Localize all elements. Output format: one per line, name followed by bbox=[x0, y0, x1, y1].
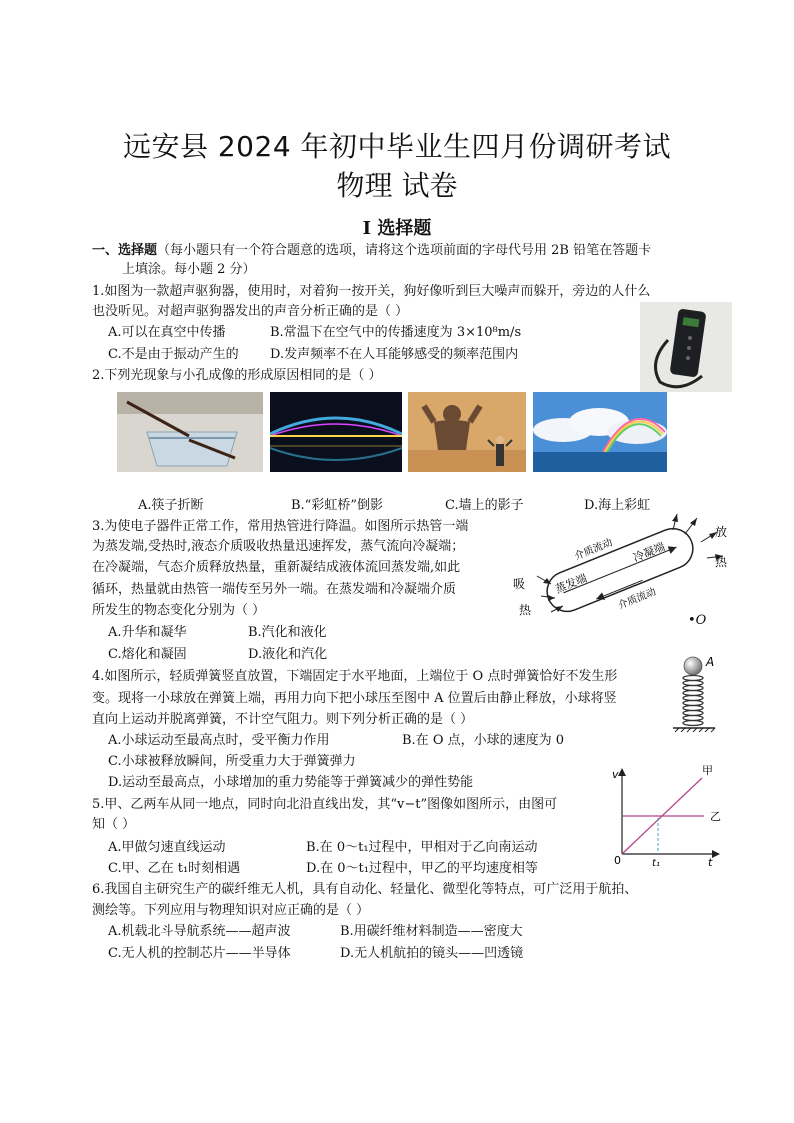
q5-option-d: D.在 0～t₁过程中，甲乙的平均速度相等 bbox=[306, 861, 538, 876]
t1-label: t₁ bbox=[652, 858, 660, 868]
q1-option-c: C.不是由于振动产生的 bbox=[108, 347, 239, 362]
q6-line2: 测绘等。下列应用与物理知识对应正确的是（ ） bbox=[92, 903, 370, 918]
q3-option-b: B.汽化和液化 bbox=[248, 625, 327, 640]
q4-line1: 4.如图所示，轻质弹簧竖直放置，下端固定于水平地面，上端位于 O 点时弹簧恰好不发生形 bbox=[92, 669, 618, 684]
q6-option-d: D.无人机航拍的镜头——凹透镜 bbox=[340, 946, 524, 961]
q2-stem: 2.下列光现象与小孔成像的形成原因相同的是（ ） bbox=[92, 368, 382, 383]
flow-top-label: 介质流动 bbox=[572, 537, 615, 563]
section-intro bbox=[92, 241, 651, 261]
q6-option-c: C.无人机的控制芯片——半导体 bbox=[108, 946, 291, 961]
part-heading: I 选择题 bbox=[362, 218, 432, 239]
q3-line2: 为蒸发端,受热时,液态介质吸收热量迅速挥发，蒸气流向冷凝端； bbox=[92, 539, 465, 554]
wall-shadow-photo bbox=[408, 392, 526, 472]
yi-label: 乙 bbox=[710, 810, 721, 823]
section-label: 一、选择题 bbox=[92, 243, 158, 258]
q3-option-d: D.液化和汽化 bbox=[248, 647, 328, 662]
section-note-2: 上填涂。每小题 2 分） bbox=[122, 262, 256, 277]
q1-option-d: D.发声频率不在人耳能够感受的频率范围内 bbox=[270, 347, 519, 362]
q2-option-d: D.海上彩虹 bbox=[584, 498, 651, 513]
q2-option-c: C.墙上的影子 bbox=[445, 498, 524, 513]
q4-option-c: C.小球被释放瞬间，所受重力大于弹簧弹力 bbox=[108, 754, 356, 769]
q2-option-b: B.“彩虹桥”倒影 bbox=[291, 498, 383, 513]
release-label-1: 放 bbox=[715, 525, 728, 539]
q4-line2: 变。现将一小球放在弹簧上端，再用力向下把小球压至图中 A 位置后由静止释放，小球将竖 bbox=[92, 691, 617, 706]
q4-option-a: A.小球运动至最高点时，受平衡力作用 bbox=[108, 733, 330, 748]
q1-option-b: B.常温下在空气中的传播速度为 3×10⁸m/s bbox=[270, 325, 522, 340]
chopstick-refraction-photo bbox=[117, 392, 263, 472]
jia-label: 甲 bbox=[702, 764, 713, 777]
dog-repeller-photo bbox=[640, 302, 732, 392]
sea-rainbow-photo bbox=[533, 392, 667, 472]
q5-option-c: C.甲、乙在 t₁时刻相遇 bbox=[108, 861, 241, 876]
axis-t-label: t bbox=[708, 856, 713, 868]
q1-option-a: A.可以在真空中传播 bbox=[108, 325, 226, 340]
exam-subtitle: 物理 试卷 bbox=[336, 169, 458, 202]
spring-ball-diagram bbox=[665, 650, 725, 734]
q5-option-b: B.在 0～t₁过程中，甲相对于乙向南运动 bbox=[306, 840, 538, 855]
q3-option-a: A.升华和凝华 bbox=[108, 625, 187, 640]
absorb-label-2: 热 bbox=[519, 603, 532, 617]
cond-end-label: 冷凝端 bbox=[631, 540, 667, 565]
position-a-label: A bbox=[706, 655, 715, 669]
absorb-label-1: 吸 bbox=[513, 577, 526, 591]
q6-option-b: B.用碳纤维材料制造——密度大 bbox=[340, 924, 523, 939]
q5-line2: 知（ ） bbox=[92, 817, 136, 832]
q5-option-a: A.甲做匀速直线运动 bbox=[108, 840, 226, 855]
origin-label: 0 bbox=[614, 854, 621, 867]
q4-option-b: B.在 O 点，小球的速度为 0 bbox=[402, 733, 565, 748]
q3-line5: 所发生的物态变化分别为（ ） bbox=[92, 603, 266, 618]
q1-line1: 1.如图为一款超声驱狗器，使用时，对着狗一按开关，狗好像听到巨大噪声而躲开，旁边的人什么 bbox=[92, 284, 651, 299]
q2-option-a: A.筷子折断 bbox=[138, 498, 204, 513]
q1-line2: 也没听见。对超声驱狗器发出的声音分析正确的是（ ） bbox=[92, 304, 409, 319]
q6-line1: 6.我国自主研究生产的碳纤维无人机，具有自动化、轻量化、微型化等特点，可广泛用于航拍、 bbox=[92, 882, 638, 897]
q3-line3: 在冷凝端，气态介质释放热量，重新凝结成液体流回蒸发端,如此 bbox=[92, 560, 461, 575]
point-o-label: •O bbox=[688, 613, 707, 628]
axis-v-label: v bbox=[612, 768, 619, 781]
q4-option-d: D.运动至最高点，小球增加的重力势能等于弹簧减少的弹性势能 bbox=[108, 775, 474, 790]
q3-line4: 循环，热量就由热管一端传至另外一端。在蒸发端和冷凝端介质 bbox=[92, 582, 457, 597]
release-label-2: 热 bbox=[715, 555, 728, 569]
flow-bottom-label: 介质流动 bbox=[616, 586, 658, 612]
exam-title: 远安县 2024 年初中毕业生四月份调研考试 bbox=[122, 130, 672, 163]
rainbow-bridge-photo bbox=[270, 392, 402, 472]
q5-line1: 5.甲、乙两车从同一地点，同时向北沿直线出发，其“v−t”图像如图所示，由图可 bbox=[92, 797, 558, 812]
q3-line1: 3.为使电子器件正常工作，常用热管进行降温。如图所示热管一端 bbox=[92, 519, 469, 534]
vt-graph bbox=[606, 760, 730, 868]
q4-line3: 直向上运动并脱离弹簧，不计空气阻力。则下列分析正确的是（ ） bbox=[92, 712, 474, 727]
evap-end-label: 蒸发端 bbox=[553, 571, 589, 597]
q6-option-a: A.机载北斗导航系统——超声波 bbox=[108, 924, 291, 939]
q3-option-c: C.熔化和凝固 bbox=[108, 647, 187, 662]
section-note-1: （每小题只有一个符合题意的选项，请将这个选项前面的字母代号用 2B 铅笔在答题卡 bbox=[157, 243, 652, 258]
